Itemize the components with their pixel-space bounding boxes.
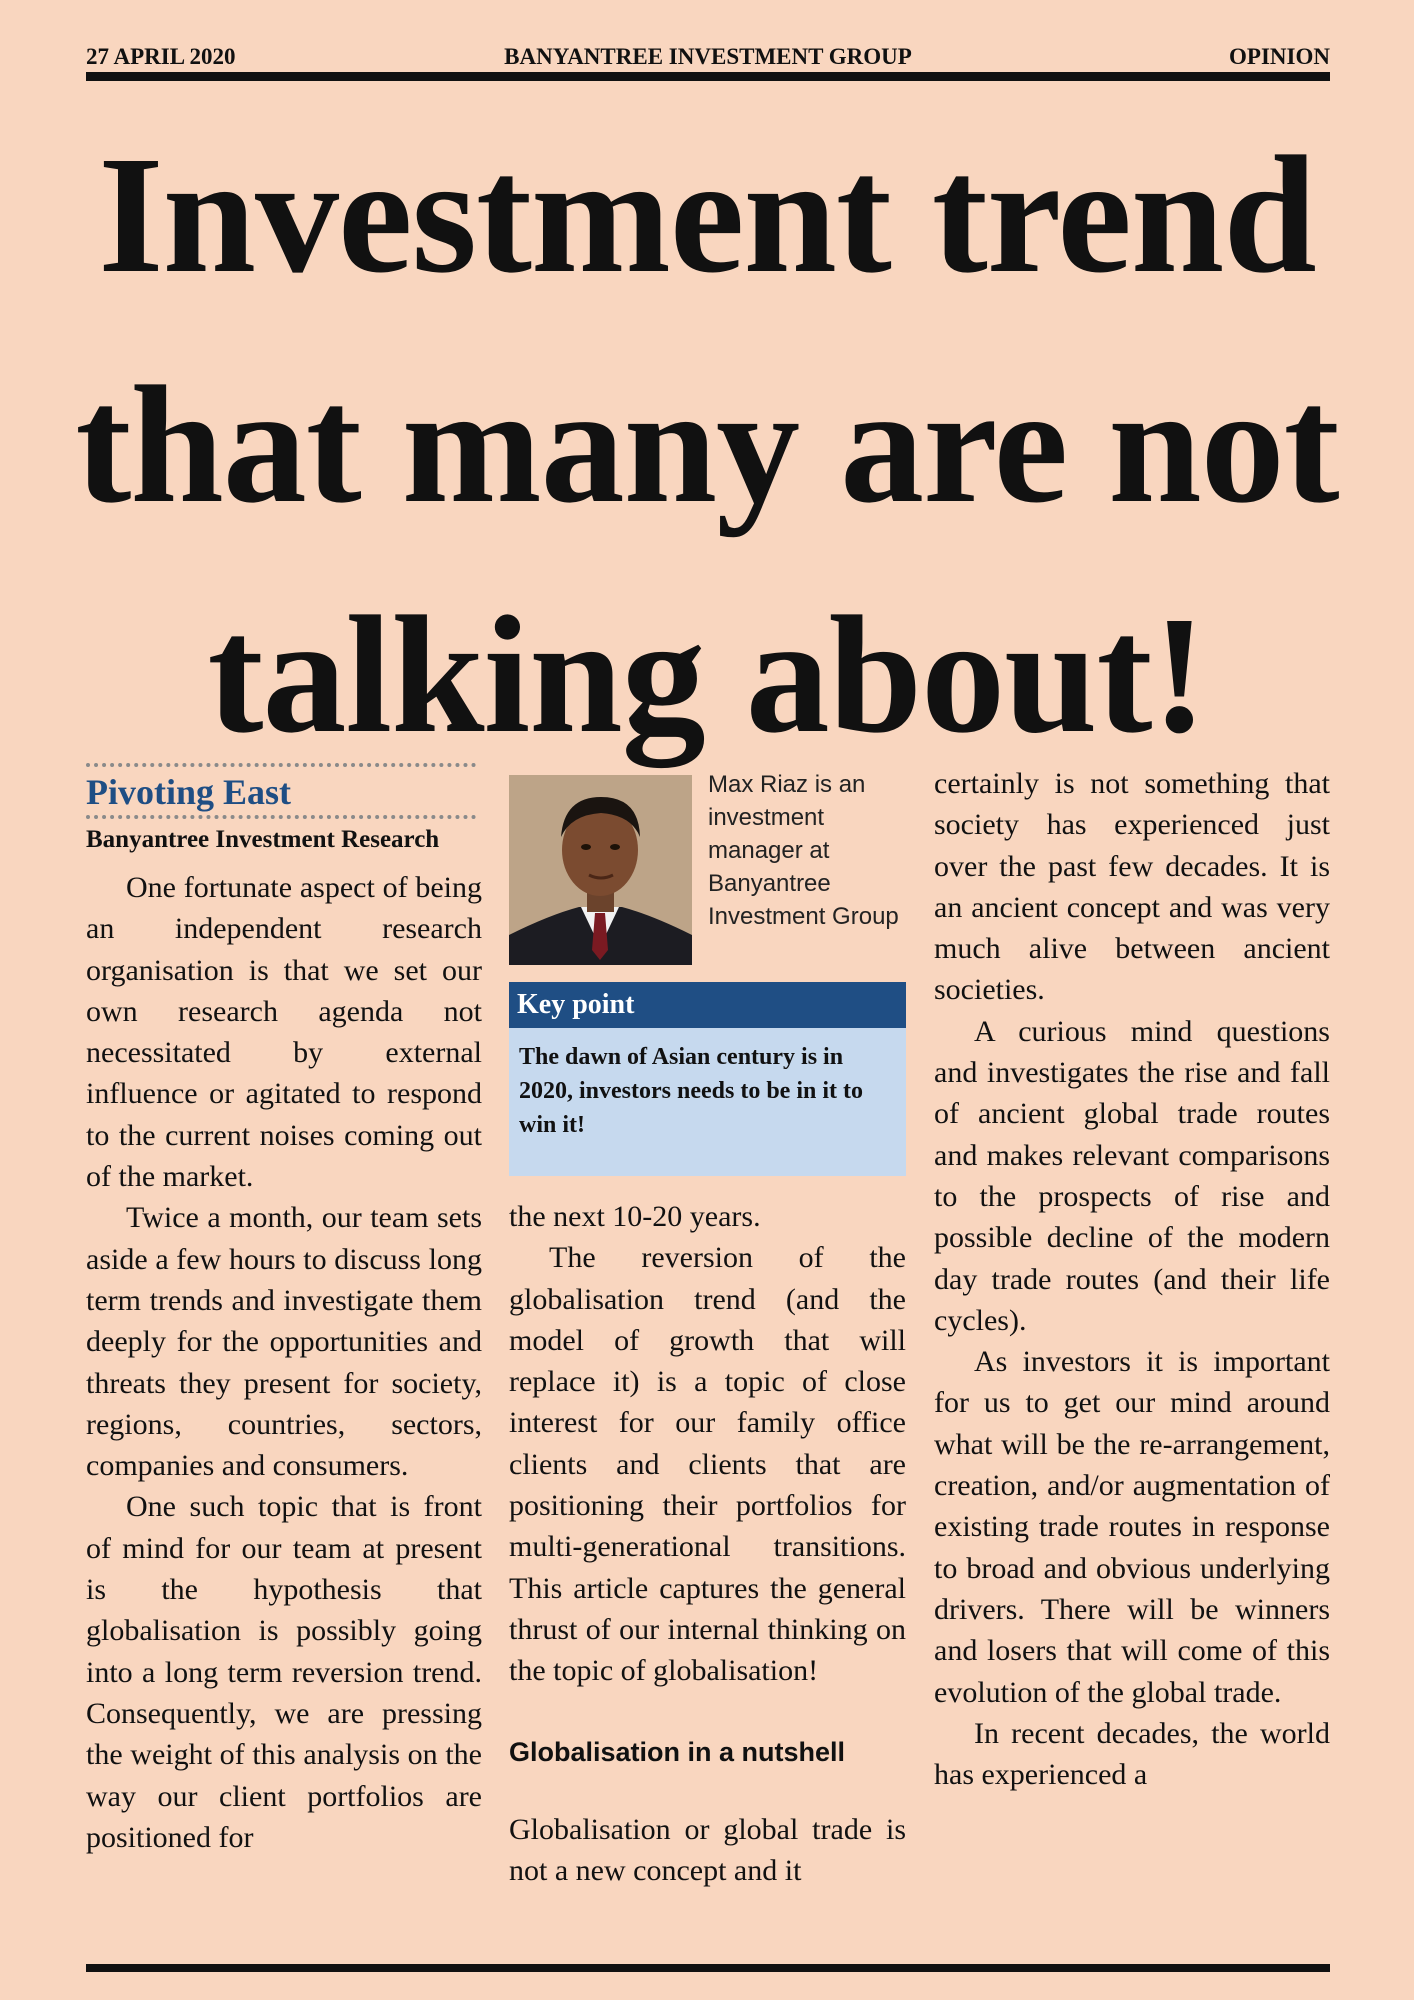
headline <box>40 100 1374 790</box>
article-column-2 <box>509 1196 906 1891</box>
article-column-3 <box>934 763 1330 1795</box>
headline-line-3: talking about! <box>207 582 1207 768</box>
subheading: Globalisation in a nutshell <box>509 1736 846 1767</box>
paragraph: Globalisation or global trade is not a new concept and it <box>509 1812 906 1887</box>
key-point-heading: Key point <box>509 982 906 1028</box>
paragraph: In recent decades, the world has experienced a <box>934 1716 1330 1792</box>
author-photo <box>509 775 692 965</box>
masthead <box>86 40 1330 70</box>
key-point-box <box>509 982 906 1176</box>
paragraph: certainly is not something that society has experienced just over the past few decades. It is an ancient concept and was very much alive between ancient societies. <box>934 767 1330 1007</box>
headline-line-2: that many are not <box>75 352 1339 538</box>
byline: Banyantree Investment Research <box>86 826 440 853</box>
issue-date: 27 APRIL 2020 <box>86 44 236 69</box>
author-caption: Max Riaz is an investment manager at Banyantree Investment Group <box>708 771 899 930</box>
paragraph: One such topic that is front of mind for our team at present is the hypothesis that globalisation is possibly going into a long term reversion trend. Consequently, we are pressing the weight of this analysis on the way our client portfolios are positioned for <box>86 1490 482 1854</box>
paragraph: As investors it is important for us to get our mind around what will be the re-arrangement, creation, and/or augmentation of existing trade routes in response to broad and obvious underlying drivers. There will be winners and losers that will come of this evolution of the global trade. <box>934 1345 1330 1709</box>
publisher-name: BANYANTREE INVESTMENT GROUP <box>504 44 912 69</box>
paragraph: the next 10-20 years. <box>509 1200 761 1233</box>
divider-dotted <box>86 815 476 819</box>
divider-dotted <box>86 763 476 767</box>
headline-line-1: Investment trend <box>98 122 1316 308</box>
paragraph: A curious mind questions and investigates the rise and fall of ancient global trade routes and makes relevant comparisons to the prospects of rise and possible decline of the modern day trade routes (and their life cycles). <box>934 1014 1330 1337</box>
author-portrait-icon <box>509 775 692 965</box>
bottom-rule <box>86 1964 1330 1972</box>
paragraph: One fortunate aspect of being an independent research organisation is that we set our own research agenda not necessitated by external influence or agitated to respond to the current noises coming out of the market. <box>86 871 482 1194</box>
paragraph: The reversion of the globalisation trend (and the model of growth that will replace it) is a topic of close interest for our family office clients and clients that are positioning their portfolios for multi-generational transitions. This article captures the general thrust of our internal thinking on the topic of globalisation! <box>509 1241 906 1688</box>
paragraph: Twice a month, our team sets aside a few hours to discuss long term trends and investigate them deeply for the opportunities and threats they present for society, regions, countries, sectors, companies and consumers. <box>86 1201 482 1483</box>
section-label: OPINION <box>1229 44 1330 69</box>
key-point-text: The dawn of Asian century is in 2020, investors needs to be in it to win it! <box>519 1044 863 1138</box>
article-column-1 <box>86 763 482 1858</box>
top-rule <box>86 72 1330 81</box>
section-title: Pivoting East <box>86 772 292 812</box>
